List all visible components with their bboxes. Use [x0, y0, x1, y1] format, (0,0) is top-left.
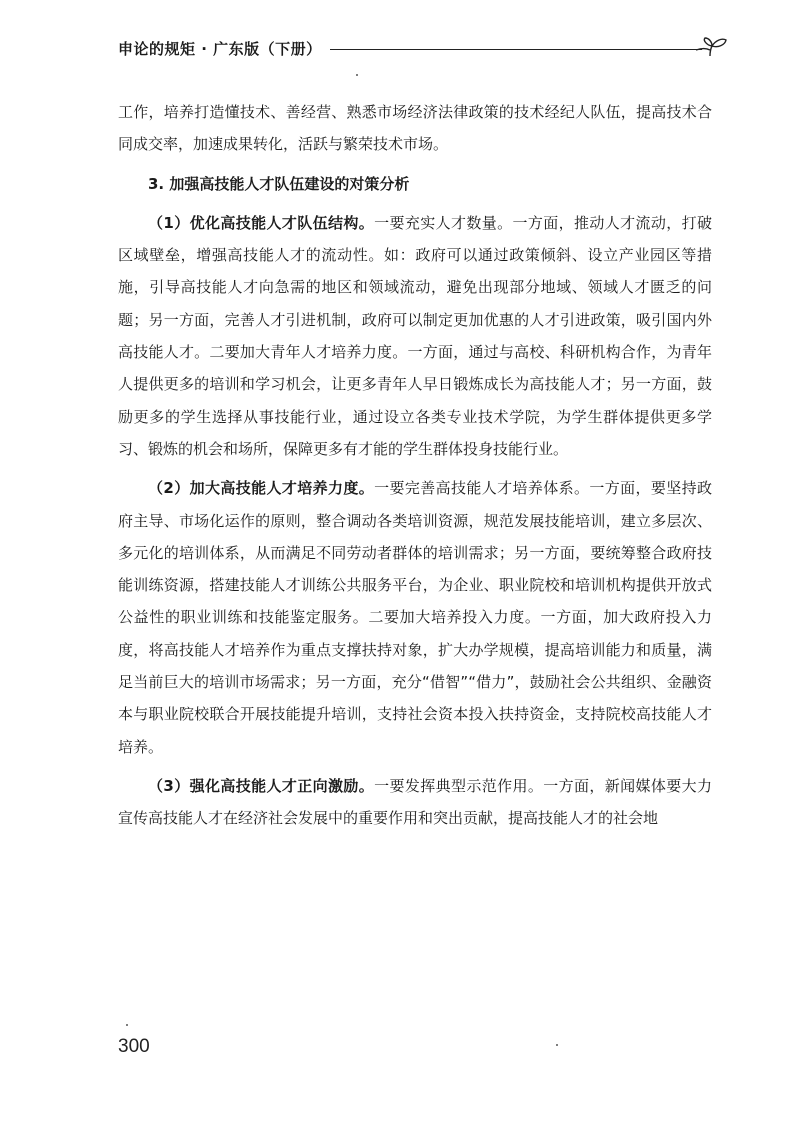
paragraph-continued: 工作，培养打造懂技术、善经营、熟悉市场经济法律政策的技术经纪人队伍，提高技术合同成交率，加速成果转化，活跃与繁荣技术市场。 — [118, 103, 712, 154]
running-header — [118, 36, 718, 66]
paragraph-lead: （2）加大高技能人才培养力度。 — [148, 479, 375, 498]
paragraph-lead: （1）优化高技能人才队伍结构。 — [148, 213, 375, 232]
scan-speck — [356, 74, 358, 76]
body-text — [118, 96, 712, 842]
paragraph-lead: （3）强化高技能人才正向激励。 — [148, 776, 375, 795]
header-title: 申论的规矩 · 广东版（下册） — [118, 40, 322, 58]
paragraph-body: 一要充实人才数量。一方面，推动人才流动，打破区域壁垒，增强高技能人才的流动性。如：政府可以通过政策倾斜、设立产业园区等措施，引导高技能人才向急需的地区和领域流动，避免出现部分地域、领域人才匮乏的问题；另一方面，完善人才引进机制，政府可以制定更加优惠的人才引进政策，吸引国内外高技能人才。二要加大青年人才培养力度。一方面，通过与高校、科研机构合作，为青年人提供更多的培训和学习机会，让更多青年人早日锻炼成长为高技能人才；另一方面，鼓励更多的学生选择从事技能行业，通过设立各类专业技术学院，为学生群体提供更多学习、锻炼的机会和场所，保障更多有才能的学生群体投身技能行业。 — [118, 213, 712, 458]
paragraph-training — [118, 472, 712, 763]
header-rule — [330, 49, 702, 50]
page-number: 300 — [118, 1036, 150, 1057]
paragraph-structure — [118, 207, 712, 465]
scan-speck — [556, 1044, 558, 1046]
scan-speck — [126, 1024, 128, 1026]
paragraph-body: 一要完善高技能人才培养体系。一方面，要坚持政府主导、市场化运作的原则，整合调动各类培训资源，规范发展技能培训，建立多层次、多元化的培训体系，从而满足不同劳动者群体的培训需求；另一方面，要统筹整合政府技能训练资源，搭建技能人才训练公共服务平台，为企业、职业院校和培训机构提供开放式公益性的职业训练和技能鉴定服务。二要加大培养投入力度。一方面，加大政府投入力度，将高技能人才培养作为重点支撑扶持对象，扩大办学规模，提高培训能力和质量，满足当前巨大的培训市场需求；另一方面，充分“借智”“借力”，鼓励社会公共组织、金融资本与职业院校联合开展技能提升培训，支持社会资本投入扶持资金，支持院校高技能人才培养。 — [118, 479, 712, 756]
section-heading: 3. 加强高技能人才队伍建设的对策分析 — [148, 174, 410, 193]
paragraph-body: 一要发挥典型示范作用。一方面，新闻媒体要大力宣传高技能人才在经济社会发展中的重要作用和突出贡献，提高技能人才的社会地 — [118, 776, 712, 828]
paragraph-incentive — [118, 770, 712, 835]
sprout-icon — [694, 36, 730, 60]
